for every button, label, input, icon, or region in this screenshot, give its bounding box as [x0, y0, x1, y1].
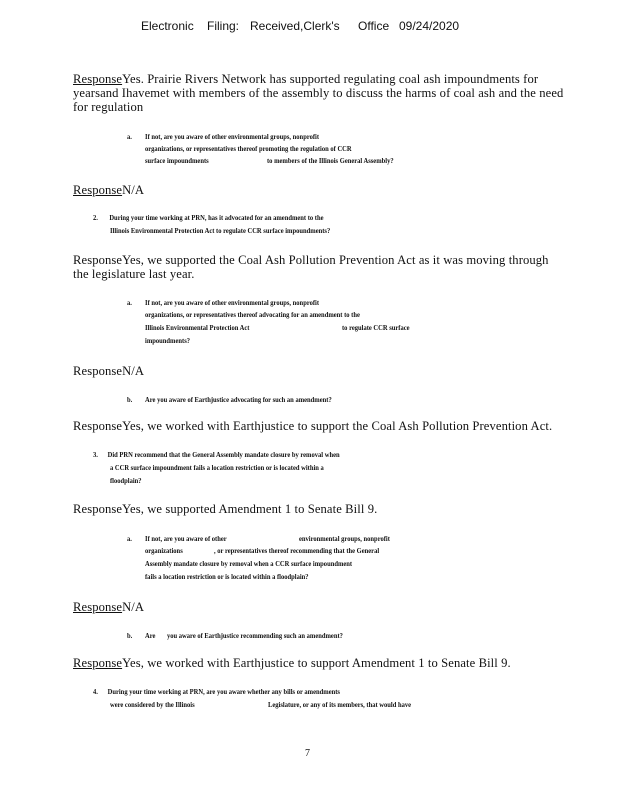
question-3a-line2a: organizations — [145, 546, 183, 555]
response-label: Response — [73, 600, 123, 614]
response-8 — [73, 656, 511, 670]
response-text: Yes, we supported Amendment 1 to Senate Bill 9. — [122, 502, 378, 516]
question-text: Are — [145, 631, 156, 640]
question-number: a. — [127, 132, 132, 141]
question-3b — [127, 630, 156, 642]
response-1-line2: yearsand Ihavemet with members of the assembly to discuss the harms of coal ash and the need — [73, 86, 564, 100]
header-date: 09/24/2020 — [399, 19, 460, 33]
response-2 — [73, 183, 144, 197]
question-number: b. — [127, 395, 133, 404]
question-2a-line3b: to regulate CCR surface — [342, 323, 410, 332]
question-1a-line2: organizations, or representatives thereof promoting the regulation of CCR — [145, 144, 352, 153]
response-label: Response — [73, 419, 123, 433]
header-office: Office — [358, 19, 390, 33]
question-text: If not, are you aware of other environmental groups, nonprofit — [145, 298, 320, 307]
response-text: Yes, we worked with Earthjustice to support the Coal Ash Pollution Prevention Act. — [122, 419, 553, 433]
question-3b-line1b: you aware of Earthjustice recommending such an amendment? — [167, 631, 343, 640]
question-3a-line1b: environmental groups, nonprofit — [299, 534, 390, 543]
question-4-line2b: Legislature, or any of its members, that would have — [268, 700, 412, 709]
question-4-line2a: were considered by the Illinois — [110, 700, 195, 709]
response-label: Response — [73, 502, 123, 516]
question-3a-line3: Assembly mandate closure by removal when a CCR surface impoundment — [145, 559, 353, 568]
response-3 — [73, 253, 549, 267]
response-7 — [73, 600, 144, 614]
response-1-line3: for regulation — [73, 100, 144, 114]
response-label: Response — [73, 656, 123, 670]
question-number: 4. — [93, 687, 98, 696]
question-text: If not, are you aware of other environmental groups, nonprofit — [145, 132, 320, 141]
question-text: Are you aware of Earthjustice advocating for such an amendment? — [145, 395, 332, 404]
response-text: N/A — [122, 183, 145, 197]
question-2a-line3a: Illinois Environmental Protection Act — [145, 323, 250, 332]
response-label: Response — [73, 253, 123, 267]
question-text: If not, are you aware of other — [145, 534, 227, 543]
header-filing: Filing: — [207, 19, 240, 33]
response-6 — [73, 502, 377, 516]
question-number: 3. — [93, 450, 98, 459]
response-text: Yes, we worked with Earthjustice to support Amendment 1 to Senate Bill 9. — [122, 656, 511, 670]
response-text: N/A — [122, 600, 145, 614]
question-1a-line3b: to members of the Illinois General Assembly? — [267, 156, 394, 165]
question-3a-line4: fails a location restriction or is located within a floodplain? — [145, 572, 309, 581]
question-number: a. — [127, 298, 132, 307]
response-text: Yes, we supported the Coal Ash Pollution Prevention Act as it was moving through — [122, 253, 549, 267]
question-1a-line3a: surface impoundments — [145, 156, 209, 165]
header-electronic: Electronic — [141, 19, 194, 33]
response-label: Response — [73, 183, 123, 197]
question-3 — [93, 449, 340, 461]
question-2 — [93, 212, 324, 224]
response-3-line2: the legislature last year. — [73, 267, 195, 281]
response-1 — [73, 72, 538, 86]
question-number: 2. — [93, 213, 98, 222]
question-4 — [93, 686, 340, 698]
response-text: Yes. Prairie Rivers Network has supported regulating coal ash impoundments for — [122, 72, 539, 86]
question-2a — [127, 297, 320, 309]
question-2a-line4: impoundments? — [145, 336, 191, 345]
question-3a — [127, 533, 227, 545]
question-3-line2: a CCR surface impoundment fails a location restriction or is located within a — [110, 463, 324, 472]
question-2-line2: Illinois Environmental Protection Act to regulate CCR surface impoundments? — [110, 226, 331, 235]
response-label: Response — [73, 72, 123, 86]
question-text: Did PRN recommend that the General Assembly mandate closure by removal when — [107, 450, 340, 459]
question-number: a. — [127, 534, 132, 543]
response-text: N/A — [122, 364, 145, 378]
question-3-line3: floodplain? — [110, 476, 142, 485]
response-5 — [73, 419, 552, 433]
question-number: b. — [127, 631, 133, 640]
question-3a-line2b: , or representatives thereof recommending that the General — [214, 546, 380, 555]
response-4 — [73, 364, 144, 378]
header-received: Received,Clerk's — [250, 19, 340, 33]
question-text: During your time working at PRN, are you aware whether any bills or amendments — [107, 687, 340, 696]
question-2b — [127, 394, 332, 406]
question-2a-line2: organizations, or representatives thereof advocating for an amendment to the — [145, 310, 360, 319]
question-1a — [127, 131, 320, 143]
question-text: During your time working at PRN, has it advocated for an amendment to the — [109, 213, 324, 222]
page-number: 7 — [305, 748, 310, 759]
response-label: Response — [73, 364, 123, 378]
